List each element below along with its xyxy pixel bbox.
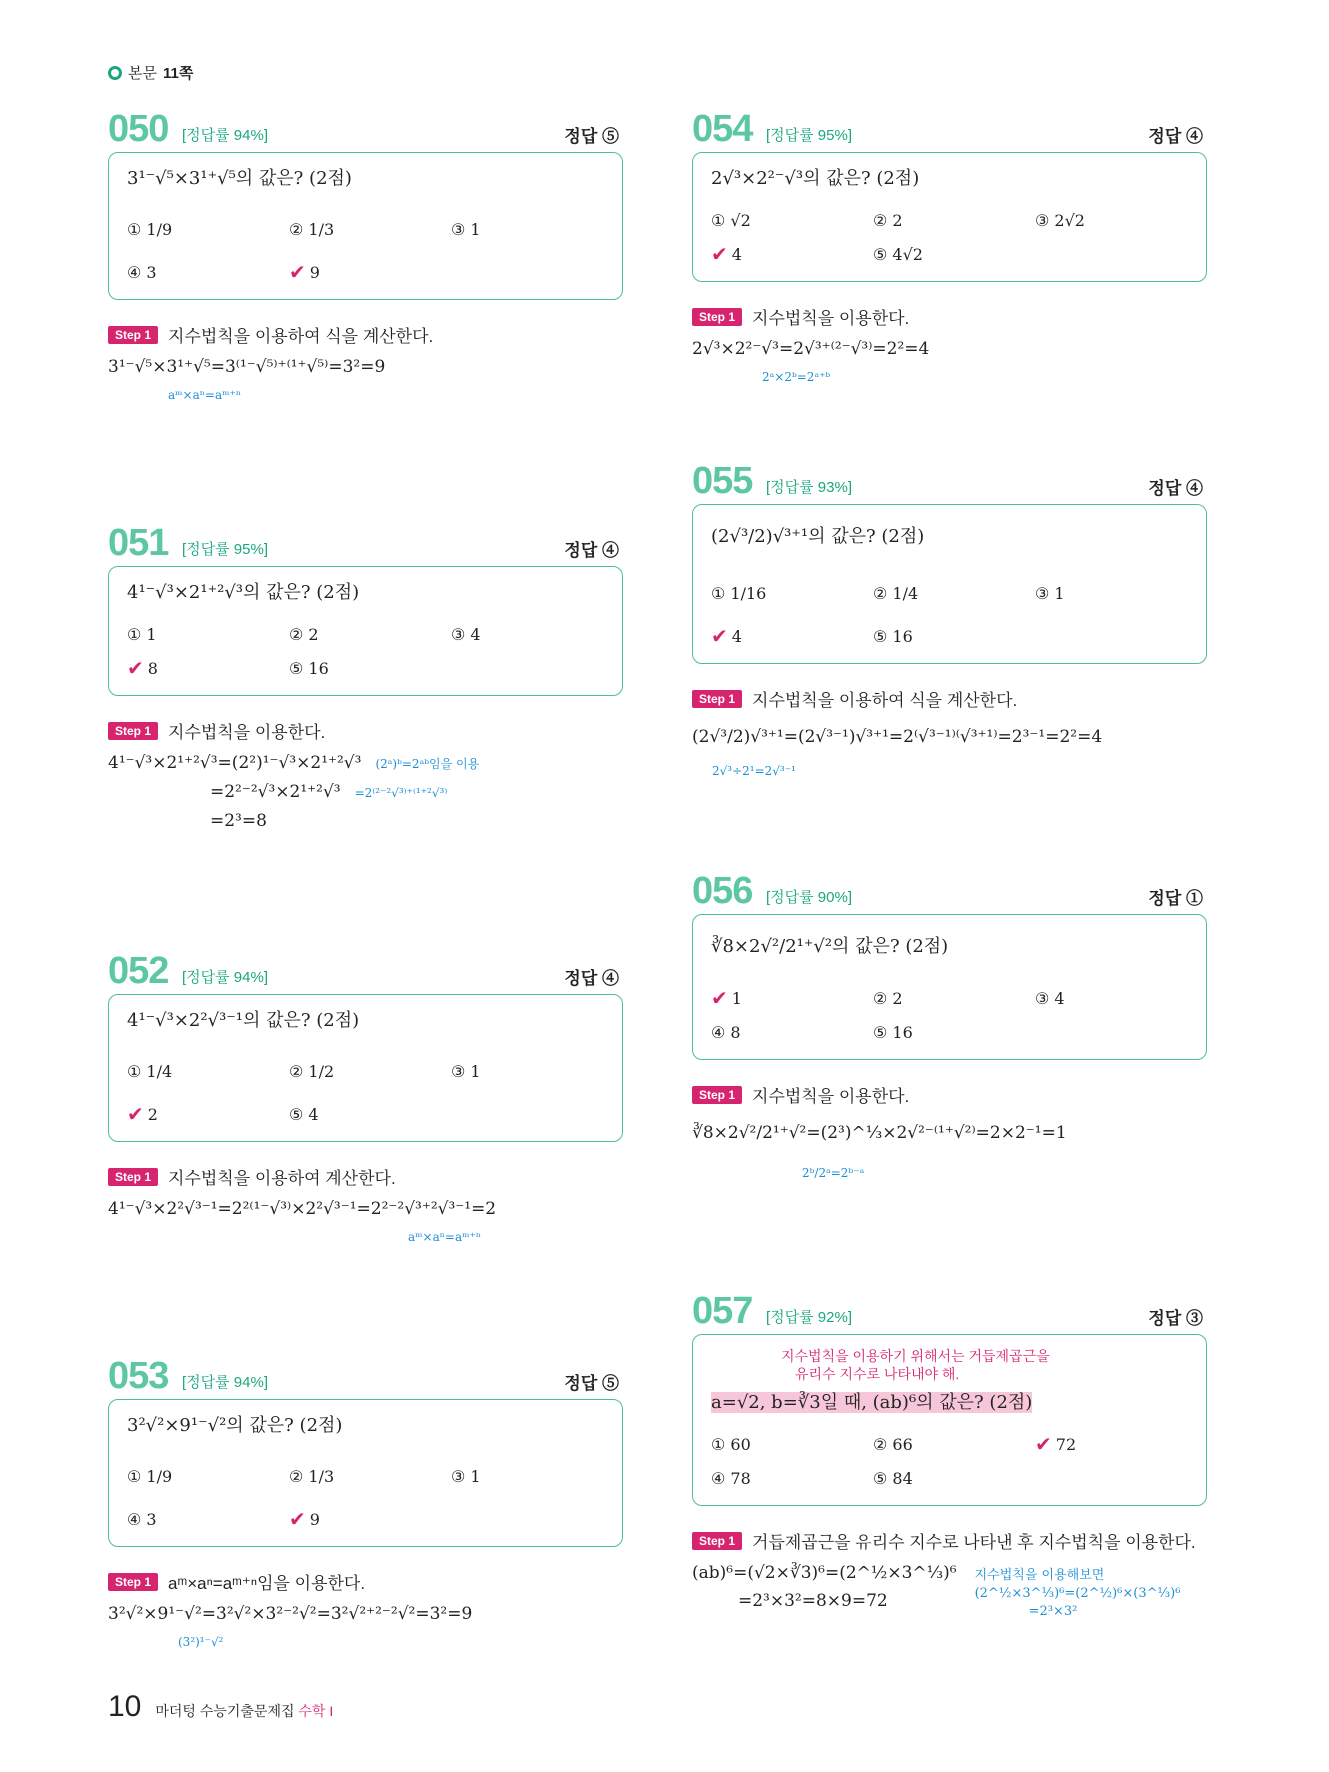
answer-label: 정답 ④ — [1148, 127, 1203, 146]
solution — [108, 749, 623, 835]
step-heading — [108, 1569, 623, 1594]
solution-note: aᵐ×aⁿ=aᵐ⁺ⁿ — [408, 1230, 482, 1244]
page-number: 10 — [108, 1690, 142, 1723]
option-3-label: 72 — [1055, 1434, 1077, 1454]
solution-note-block — [975, 1559, 1181, 1621]
solution — [108, 353, 623, 409]
step-heading — [692, 686, 1207, 711]
solution — [692, 1559, 1207, 1621]
solution — [692, 1113, 1207, 1187]
step-heading — [108, 718, 623, 743]
option-1: ① 60 — [711, 1434, 751, 1454]
check-icon: ✔ — [289, 260, 306, 284]
option-4: ④ 78 — [711, 1468, 751, 1488]
option-3: ③ 1 — [451, 1061, 481, 1081]
option-2: ② 1/3 — [289, 219, 335, 239]
ref-label: 본문 — [128, 65, 157, 82]
step-badge: Step 1 — [108, 1573, 158, 1591]
step-heading — [692, 304, 1207, 329]
step-heading — [108, 322, 623, 347]
accuracy-rate: [정답률 95%] — [766, 127, 852, 144]
problem-number: 050 — [108, 108, 169, 150]
problem-number: 055 — [692, 460, 753, 502]
problem-056 — [692, 870, 1207, 1187]
answer-label: 정답 ① — [1148, 889, 1203, 908]
answer-label: 정답 ⑤ — [564, 1374, 619, 1393]
option-3: ③ 4 — [451, 624, 481, 644]
step-text: 지수법칙을 이용하여 계산한다. — [168, 1169, 396, 1188]
option-5: ⑤ 4 — [289, 1104, 319, 1124]
problem-number: 056 — [692, 870, 753, 912]
problem-number: 053 — [108, 1355, 169, 1397]
solution-line-3: =2³=8 — [210, 811, 267, 831]
step-badge: Step 1 — [108, 326, 158, 344]
option-3: ③ 2√2 — [1035, 210, 1085, 230]
option-4: ④ 3 — [127, 1509, 157, 1529]
check-icon: ✔ — [127, 656, 144, 680]
option-1: ① 1 — [127, 624, 157, 644]
hint-note — [781, 1347, 1188, 1383]
option-4-label: 4 — [731, 244, 742, 264]
option-4: ④ 8 — [711, 1022, 741, 1042]
question-box — [692, 1334, 1207, 1506]
option-5-correct — [289, 1506, 451, 1532]
accuracy-rate: [정답률 92%] — [766, 1309, 852, 1326]
option-4: ④ 3 — [127, 262, 157, 282]
ref-page: 11쪽 — [162, 65, 194, 82]
check-icon: ✔ — [711, 624, 728, 648]
option-2: ② 2 — [873, 988, 903, 1008]
option-4-label: 8 — [147, 658, 158, 678]
option-1: ① 1/9 — [127, 1466, 173, 1486]
option-1-label: 1 — [731, 988, 742, 1008]
option-1-correct — [711, 985, 873, 1011]
check-icon: ✔ — [711, 986, 728, 1010]
book-name: 마더텅 수능기출문제집 — [155, 1703, 295, 1719]
question-box — [108, 1399, 623, 1547]
accuracy-rate: [정답률 93%] — [766, 479, 852, 496]
solution-line: 4¹⁻√³×2²√³⁻¹=2²⁽¹⁻√³⁾×2²√³⁻¹=2²⁻²√³⁺²√³⁻¹=2 — [108, 1199, 497, 1219]
option-5-correct — [289, 259, 451, 285]
solution — [692, 717, 1207, 785]
option-5-label: 9 — [309, 1509, 320, 1529]
option-4-label: 2 — [147, 1104, 158, 1124]
option-5: ⑤ 16 — [289, 658, 329, 678]
step-badge: Step 1 — [692, 1532, 742, 1550]
option-4-correct — [127, 655, 289, 681]
step-text: 지수법칙을 이용한다. — [752, 309, 910, 328]
problem-052 — [108, 950, 623, 1251]
option-5: ⑤ 84 — [873, 1468, 913, 1488]
step-badge: Step 1 — [692, 1086, 742, 1104]
step-text: 지수법칙을 이용한다. — [752, 1087, 910, 1106]
option-2: ② 1/4 — [873, 583, 919, 603]
problem-057 — [692, 1290, 1207, 1621]
question-text — [711, 1389, 1188, 1417]
answer-label: 정답 ④ — [564, 541, 619, 560]
solution-line: 3¹⁻√⁵×3¹⁺√⁵=3⁽¹⁻√⁵⁾⁺⁽¹⁺√⁵⁾=3²=9 — [108, 357, 386, 377]
option-5-label: 9 — [309, 262, 320, 282]
solution-note: (3²)¹⁻√² — [178, 1635, 224, 1649]
option-5: ⑤ 16 — [873, 626, 913, 646]
step-badge: Step 1 — [692, 690, 742, 708]
step-heading — [692, 1082, 1207, 1107]
question-text: 2√³×2²⁻√³의 값은? (2점) — [711, 168, 920, 189]
accuracy-rate: [정답률 95%] — [182, 541, 268, 558]
solution-note: 지수법칙을 이용해보면 — [974, 1568, 1105, 1583]
step-heading — [692, 1528, 1207, 1553]
solution-line-1: 4¹⁻√³×2¹⁺²√³=(2²)¹⁻√³×2¹⁺²√³ — [108, 753, 362, 773]
step-badge: Step 1 — [108, 1168, 158, 1186]
option-1: ① √2 — [711, 210, 751, 230]
problem-054 — [692, 108, 1207, 391]
answer-label: 정답 ④ — [1148, 479, 1203, 498]
step-text: 지수법칙을 이용한다. — [168, 723, 326, 742]
solution-line: (2√³/2)√³⁺¹=(2√³⁻¹)√³⁺¹=2⁽√³⁻¹⁾⁽√³⁺¹⁾=2³⁻¹=2²=4 — [692, 727, 1103, 747]
option-3-correct — [1035, 1431, 1185, 1457]
question-box — [108, 994, 623, 1142]
problem-number: 052 — [108, 950, 169, 992]
option-2: ② 2 — [873, 210, 903, 230]
question-box — [108, 152, 623, 300]
step-badge: Step 1 — [692, 308, 742, 326]
circle-icon — [108, 66, 122, 80]
page-footer — [108, 1690, 333, 1724]
solution-line-2: =2²⁻²√³×2¹⁺²√³ — [210, 782, 341, 802]
question-text: 4¹⁻√³×2¹⁺²√³의 값은? (2점) — [127, 582, 360, 603]
option-4-correct — [711, 241, 873, 267]
problem-number: 057 — [692, 1290, 753, 1332]
solution-line: ∛8×2√²/2¹⁺√²=(2³)^⅓×2√²⁻⁽¹⁺√²⁾=2×2⁻¹=1 — [692, 1123, 1067, 1143]
option-3: ③ 4 — [1035, 988, 1065, 1008]
option-3: ③ 1 — [1035, 583, 1065, 603]
option-2: ② 1/2 — [289, 1061, 335, 1081]
step-text: aᵐ×aⁿ=aᵐ⁺ⁿ임을 이용한다. — [168, 1574, 366, 1593]
book-title — [155, 1701, 333, 1721]
solution — [108, 1195, 623, 1251]
question-box — [692, 504, 1207, 664]
solution-note: 2ᵃ×2ᵇ=2ᵃ⁺ᵇ — [762, 370, 831, 384]
option-5: ⑤ 16 — [873, 1022, 913, 1042]
solution — [108, 1600, 623, 1656]
check-icon: ✔ — [1035, 1432, 1052, 1456]
problem-050 — [108, 108, 623, 409]
question-box — [108, 566, 623, 696]
problem-051 — [108, 522, 623, 835]
question-text: (2√³/2)√³⁺¹의 값은? (2점) — [711, 526, 925, 547]
accuracy-rate: [정답률 94%] — [182, 1374, 268, 1391]
subject-name: 수학 I — [298, 1703, 334, 1719]
question-text: ∛8×2√²/2¹⁺√²의 값은? (2점) — [711, 936, 949, 957]
option-1: ① 1/16 — [711, 583, 767, 603]
option-2: ② 2 — [289, 624, 319, 644]
solution-line-1: (ab)⁶=(√2×∛3)⁶=(2^½×3^⅓)⁶ — [692, 1563, 957, 1583]
answer-label: 정답 ④ — [564, 969, 619, 988]
option-5: ⑤ 4√2 — [873, 244, 923, 264]
option-4-correct — [127, 1101, 289, 1127]
step-badge: Step 1 — [108, 722, 158, 740]
check-icon: ✔ — [127, 1102, 144, 1126]
option-2: ② 66 — [873, 1434, 913, 1454]
step-text: 거듭제곱근을 유리수 지수로 나타낸 후 지수법칙을 이용한다. — [752, 1533, 1196, 1552]
accuracy-rate: [정답률 90%] — [766, 889, 852, 906]
option-1: ① 1/9 — [127, 219, 173, 239]
step-text: 지수법칙을 이용하여 식을 계산한다. — [168, 327, 434, 346]
problem-number: 051 — [108, 522, 169, 564]
page-reference — [108, 62, 193, 83]
accuracy-rate: [정답률 94%] — [182, 127, 268, 144]
answer-label: 정답 ③ — [1148, 1309, 1203, 1328]
option-1: ① 1/4 — [127, 1061, 173, 1081]
problem-number: 054 — [692, 108, 753, 150]
solution-note: aᵐ×aⁿ=aᵐ⁺ⁿ — [168, 388, 242, 402]
answer-label: 정답 ⑤ — [564, 127, 619, 146]
option-2: ② 1/3 — [289, 1466, 335, 1486]
solution-note-2: (2^½×3^⅓)⁶=(2^½)⁶×(3^⅓)⁶ — [974, 1586, 1181, 1601]
option-4-label: 4 — [731, 626, 742, 646]
solution — [692, 335, 1207, 391]
option-4-correct — [711, 623, 873, 649]
step-heading — [108, 1164, 623, 1189]
option-3: ③ 1 — [451, 219, 481, 239]
solution-note-3: =2³×3² — [1028, 1604, 1078, 1619]
solution-line-2: =2³×3²=8×9=72 — [738, 1591, 888, 1611]
solution-line: 3²√²×9¹⁻√²=3²√²×3²⁻²√²=3²√²⁺²⁻²√²=3²=9 — [108, 1604, 473, 1624]
step-text: 지수법칙을 이용하여 식을 계산한다. — [752, 691, 1018, 710]
solution-note: 2√³÷2¹=2√³⁻¹ — [712, 764, 796, 778]
solution-note-2: =2⁽²⁻²√³⁾⁺⁽¹⁺²√³⁾ — [354, 786, 448, 800]
check-icon: ✔ — [289, 1507, 306, 1531]
check-icon: ✔ — [711, 242, 728, 266]
solution-line: 2√³×2²⁻√³=2√³⁺⁽²⁻√³⁾=2²=4 — [692, 339, 930, 359]
question-text: 3¹⁻√⁵×3¹⁺√⁵의 값은? (2점) — [127, 168, 352, 189]
question-highlight: a=√2, b=∛3일 때, (ab)⁶의 값은? (2점) — [711, 1392, 1033, 1413]
question-text: 4¹⁻√³×2²√³⁻¹의 값은? (2점) — [127, 1010, 360, 1031]
hint-line-1: 지수법칙을 이용하기 위해서는 거듭제곱근을 — [781, 1348, 1050, 1364]
question-box — [692, 914, 1207, 1060]
hint-line-2: 유리수 지수로 나타내야 해. — [795, 1366, 960, 1382]
problem-053 — [108, 1355, 623, 1656]
option-3: ③ 1 — [451, 1466, 481, 1486]
question-box — [692, 152, 1207, 282]
problem-055 — [692, 460, 1207, 785]
question-text: 3²√²×9¹⁻√²의 값은? (2점) — [127, 1415, 343, 1436]
solution-note: 2ᵇ/2ᵃ=2ᵇ⁻ᵃ — [802, 1166, 865, 1180]
accuracy-rate: [정답률 94%] — [182, 969, 268, 986]
solution-note: (2ᵃ)ᵇ=2ᵃᵇ임을 이용 — [375, 757, 480, 771]
